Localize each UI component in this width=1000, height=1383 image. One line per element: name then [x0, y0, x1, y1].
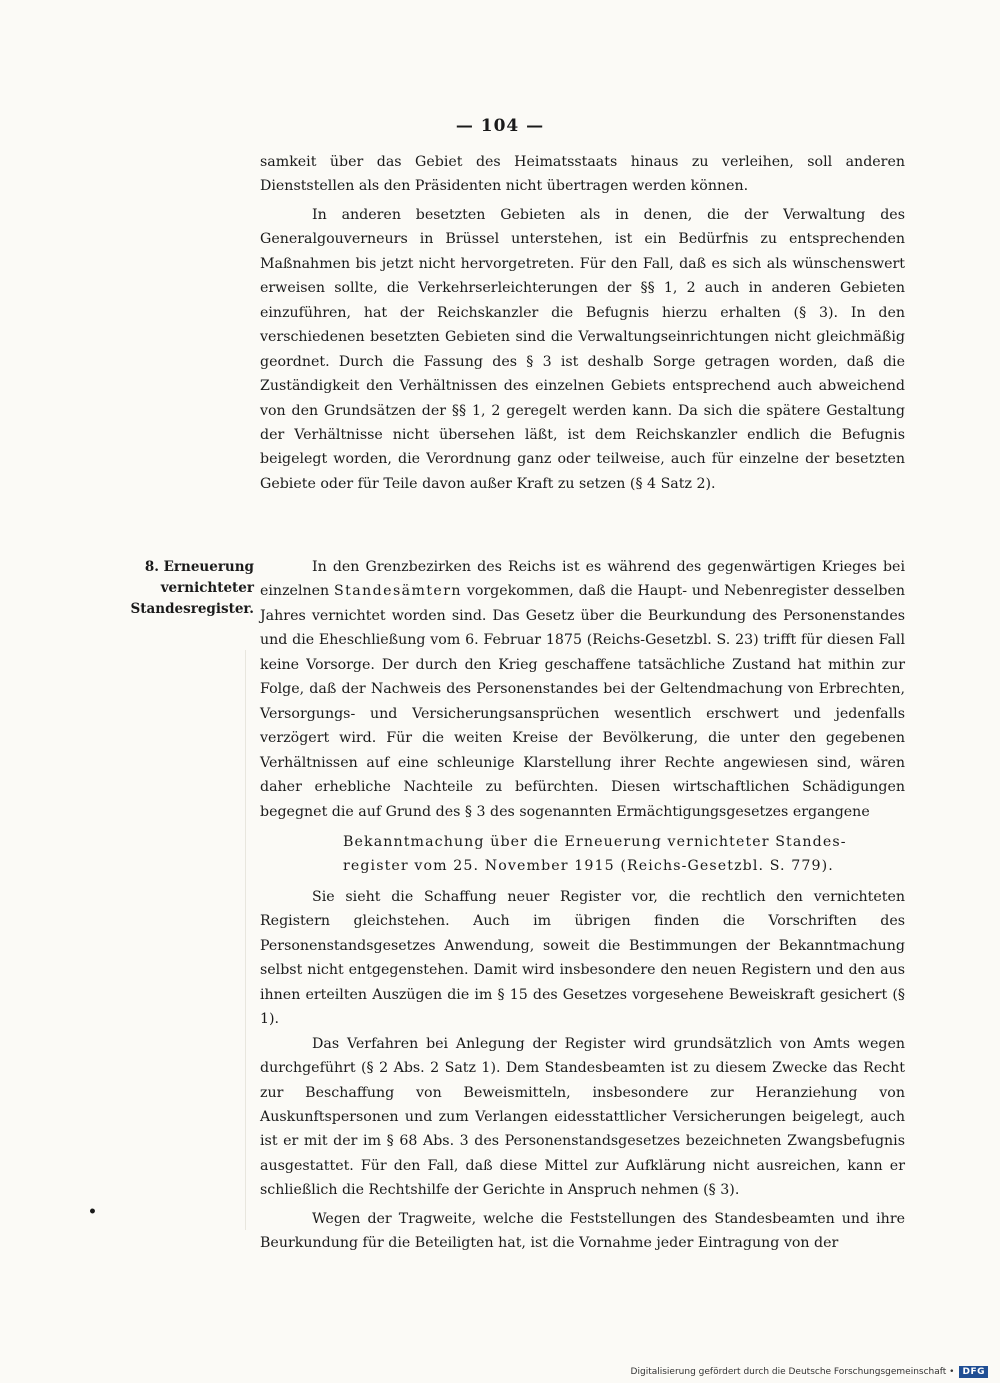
margin-mark: •	[88, 1204, 97, 1220]
text-block-top	[260, 150, 905, 496]
digitization-footer	[631, 1366, 988, 1378]
decree-title	[343, 830, 905, 879]
paragraph-new-registers: Sie sieht die Schaffung neuer Register vor, die rechtlich den vernichteten Registern gleichstehen. Auch im übrigen finden die Vorschriften des Personenstandsgesetzes Anwendung, soweit die Bestimmungen der Bekanntmachung selbst nicht entgegenstehen. Damit wird insbesondere den neuen Registern und den aus ihnen erteilten Auszügen die im § 15 des Gesetzes vorgesehene Beweiskraft gesichert (§ 1).	[260, 888, 905, 1028]
decree-title-line-1: Bekanntmachung über die Erneuerung vernichteter Standes-	[343, 833, 847, 850]
paragraph-continuation: samkeit über das Gebiet des Heimatsstaats hinaus zu verleihen, soll anderen Dienststellen als den Präsidenten nicht übertragen werden können.	[260, 154, 905, 195]
dfg-logo: DFG	[959, 1366, 988, 1378]
paragraph-text-b: vorgekommen, daß die Haupt- und Nebenregister desselben Jahres vernichtet worden sind. Das Gesetz über die Beurkundung des Personenstandes und die Eheschließung vom 6. Februar 1875 (Reichs-Gesetzbl. S. 23) trifft für diesen Fall keine Vorsorge. Der durch den Krieg geschaffene tatsächliche Zustand hat mithin zur Folge, daß der Nachweis des Personenstandes bei der Geltendmachung von Erbrechten, Versorgungs- und Versicherungsansprüchen wesentlich erschwert und jedenfalls verzögert wird. Für die weiten Kreise der Bevölkerung, die unter den gegebenen Verhältnissen auf eine schleunige Klarstellung ihrer Rechte angewiesen sind, wären daher erhebliche Nachteile zu befürchten. Diesen wirtschaftlichen Schädigungen begegnet die auf Grund des § 3 des sogenannten Ermächtigungsgesetzes ergangene	[260, 583, 905, 820]
gutter-shadow	[245, 650, 246, 1230]
text-block-section-8	[260, 555, 905, 1256]
decree-title-line-2: register vom 25. November 1915 (Reichs-Gesetzbl. S. 779).	[343, 858, 834, 875]
paragraph-text-a: In den Grenzbezirken des Reichs ist es während des gegenwärtigen Krieges bei einzelnen	[260, 559, 905, 600]
paragraph-text-spaced: Standesämtern	[334, 583, 462, 600]
paragraph-occupied-territories: In anderen besetzten Gebieten als in denen, die der Verwaltung des Generalgouverneurs in Brüssel unterstehen, ist ein Bedürfnis zu entsprechenden Maßnahmen bis jetzt nicht hervorgetreten. Für den Fall, daß es sich als wünschenswert erweisen sollte, die Verkehrserleichterungen der §§ 1, 2 auch in anderen Gebieten einzuführen, hat der Reichskanzler die Befugnis hierzu erhalten (§ 3). In den verschiedenen besetzten Gebieten sind die Verwaltungseinrichtungen nicht gleichmäßig geordnet. Durch die Fassung des § 3 ist deshalb Sorge getragen worden, daß die Zuständigkeit den Verhältnissen des einzelnen Gebiets entsprechend auch abweichend von den Grundsätzen der §§ 1, 2 geregelt werden kann. Da sich die spätere Gestaltung der Verhältnisse nicht übersehen läßt, ist dem Reichskanzler endlich die Befugnis beigelegt worden, die Verordnung ganz oder teilweise, auch für einzelne der besetzten Gebiete oder für Teile davon außer Kraft zu setzen (§ 4 Satz 2).	[260, 206, 905, 492]
paragraph-significance: Wegen der Tragweite, welche die Feststellungen des Standesbeamten und ihre Beurkundung für die Beteiligten hat, ist die Vornahme jeder Eintragung von der	[260, 1210, 905, 1252]
footer-text: Digitalisierung gefördert durch die Deutsche Forschungsgemeinschaft •	[630, 1367, 955, 1377]
page-number: — 104 —	[455, 116, 545, 136]
margin-section-title: 8. Erneuerung vernichteter Standesregister.	[130, 559, 254, 617]
paragraph-procedure: Das Verfahren bei Anlegung der Register wird grundsätzlich von Amts wegen durchgeführt (§ 2 Abs. 2 Satz 1). Dem Standesbeamten ist zu diesem Zwecke das Recht zur Beschaffung von Beweismitteln, insbesondere zur Heranziehung von Auskunftspersonen und zum Verlangen eidesstattlicher Versicherungen beigelegt, auch ist er mit der im § 68 Abs. 3 des Personenstandsgesetzes bezeichneten Zwangsbefugnis ausgestattet. Für den Fall, daß diese Mittel zur Aufklärung nicht ausreichen, kann er schließlich die Rechtshilfe der Gerichte in Anspruch nehmen (§ 3).	[260, 1035, 905, 1199]
paragraph-border-districts	[260, 555, 905, 824]
